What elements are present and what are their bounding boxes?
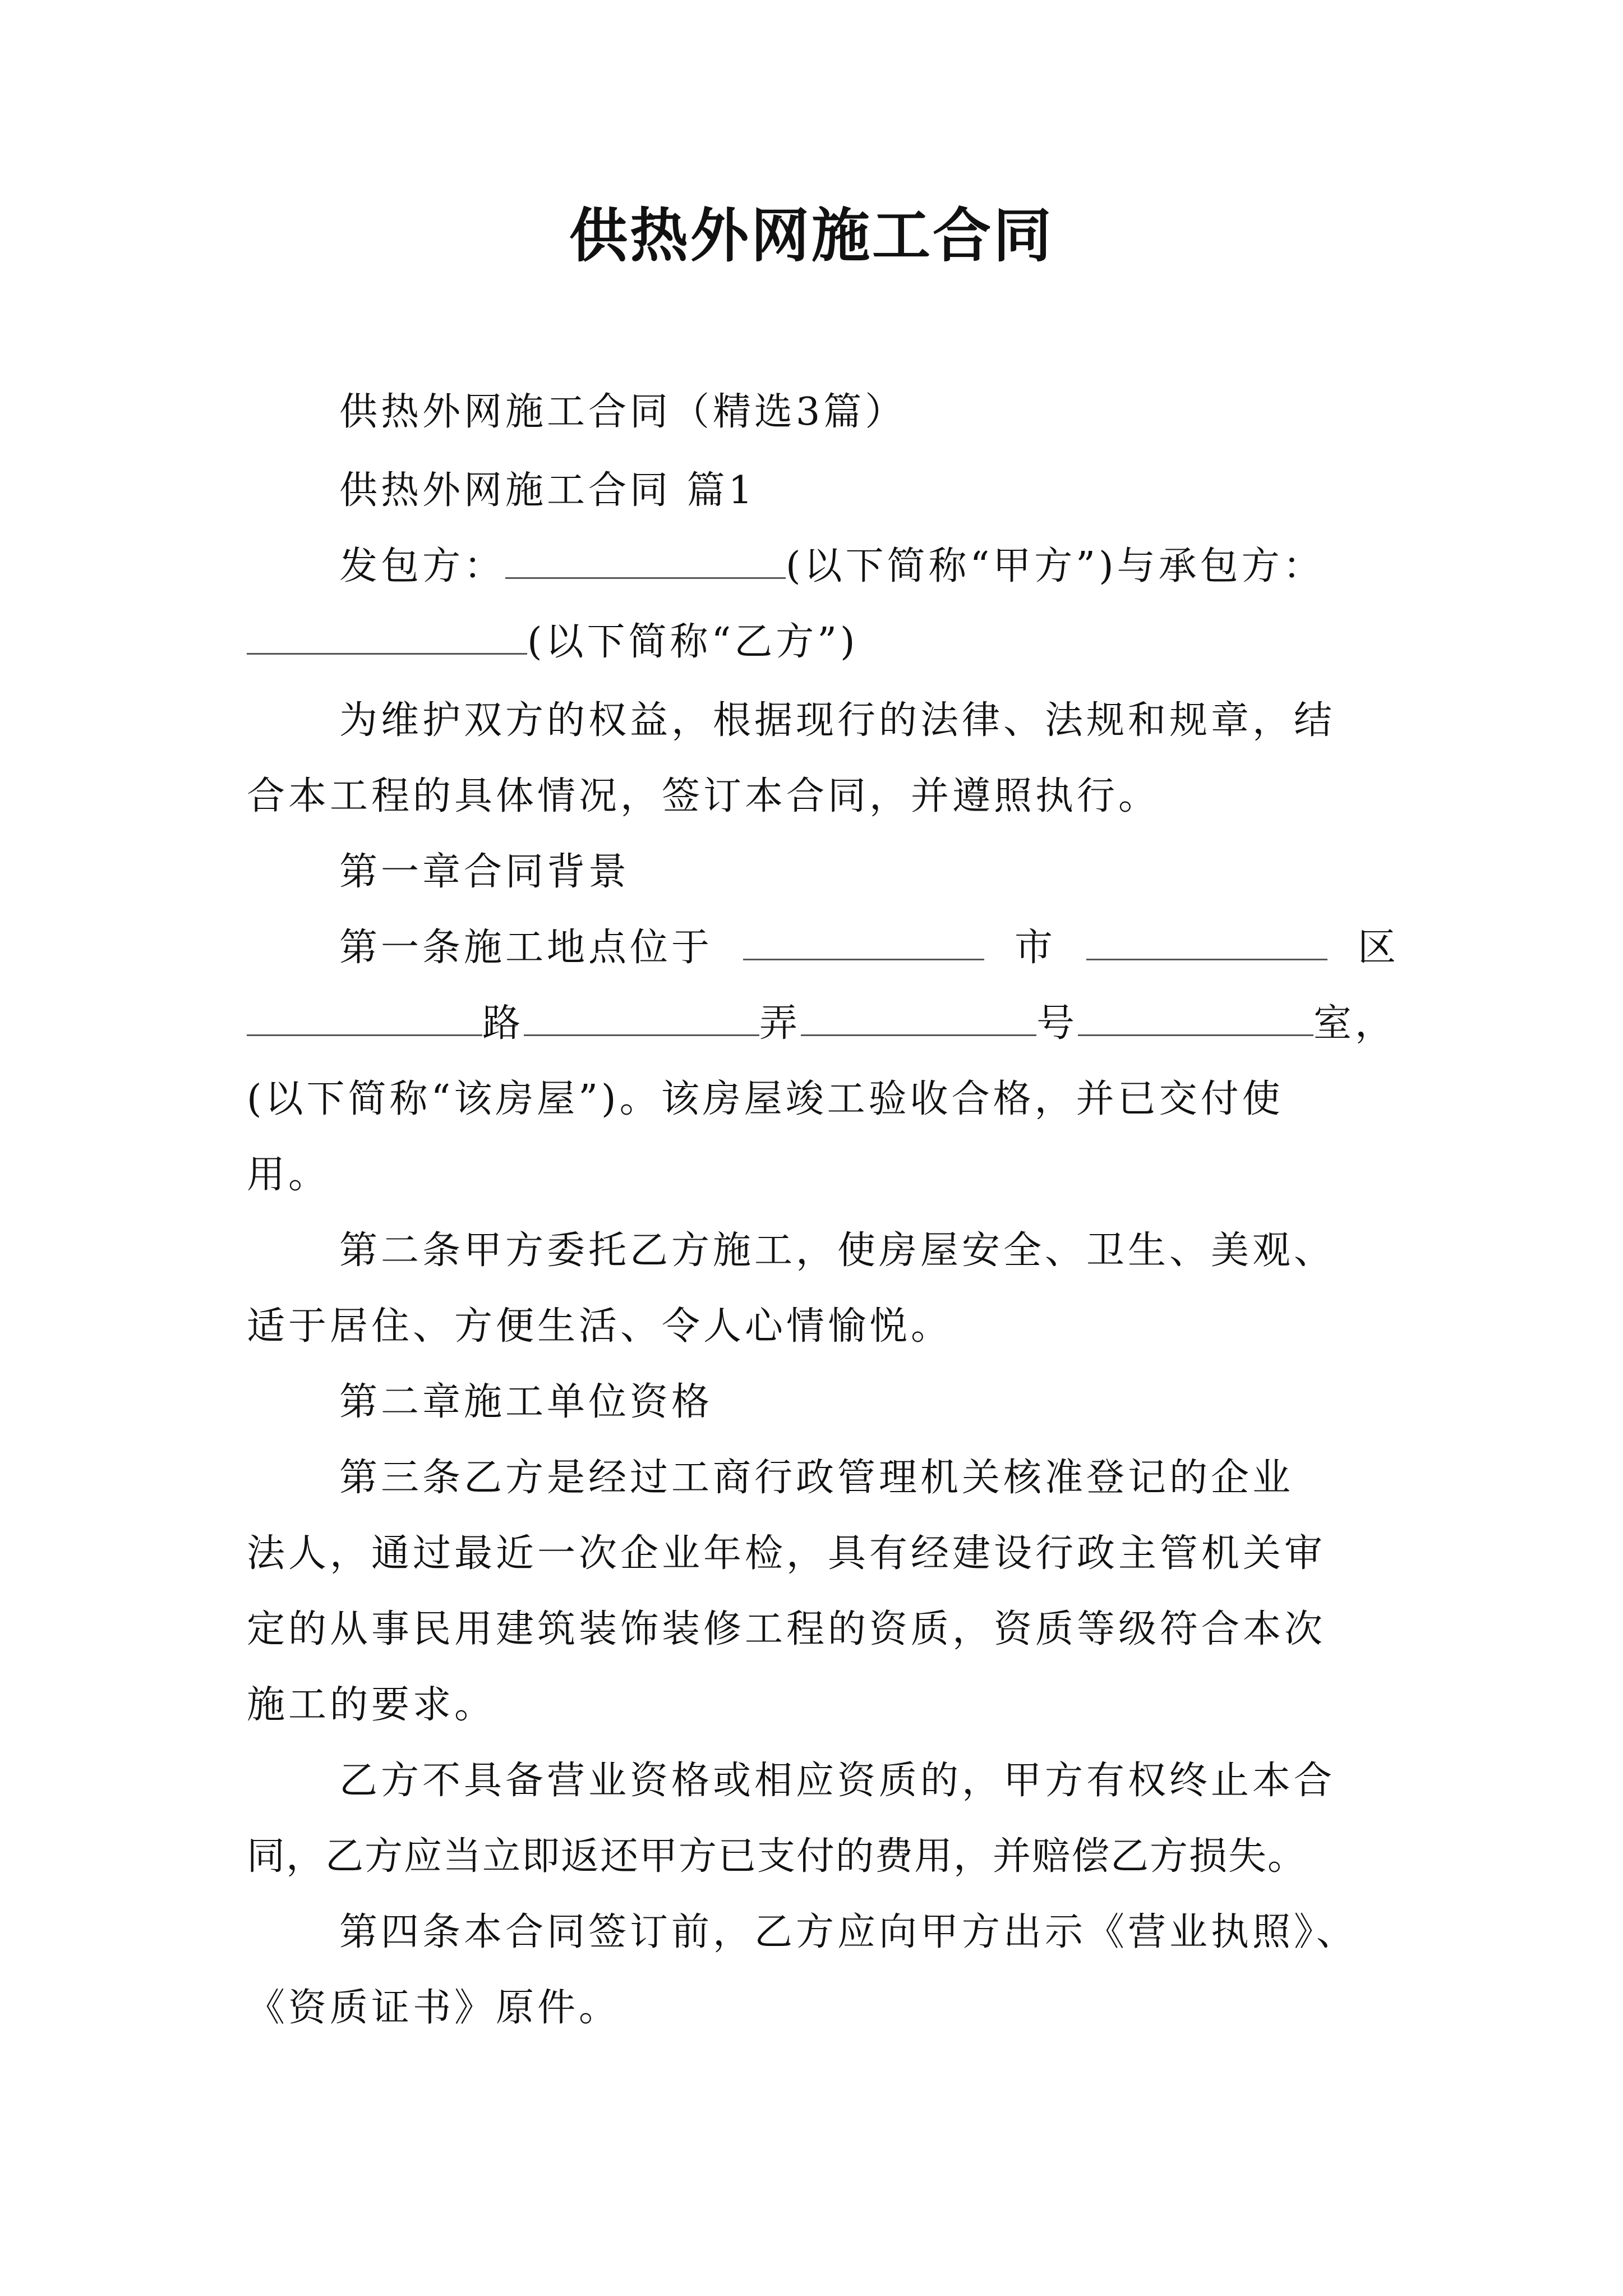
document-title: 供热外网施工合同 — [569, 201, 1054, 270]
chapter-2-heading: 第二章施工单位资格 — [339, 1380, 713, 1424]
article-2-line-2: 适于居住、方便生活、令人心情愉悦。 — [247, 1304, 953, 1349]
city-blank — [743, 925, 984, 960]
parties-line-2 — [247, 617, 1396, 668]
qualification-para-line-1: 乙方不具备营业资格或相应资质的，甲方有权终止本合 — [339, 1759, 1336, 1803]
parties-line-1 — [339, 541, 1399, 592]
article-1-line-4: 用。 — [247, 1153, 330, 1197]
number-label: 号 — [1036, 1001, 1078, 1046]
chapter-1-heading: 第一章合同背景 — [339, 850, 630, 894]
article-1-prefix: 第一条施工地点位于 — [339, 926, 713, 970]
parties-prefix: 发包方： — [339, 544, 506, 588]
article-4-line-2: 《资质证书》原件。 — [247, 1986, 621, 2030]
section-heading: 供热外网施工合同 篇1 — [339, 468, 756, 513]
article-1-line-2 — [247, 999, 1396, 1049]
article-1-line-3: (以下简称“该房屋”)。该房屋竣工验收合格，并已交付使 — [247, 1077, 1284, 1121]
district-label: 区 — [1357, 926, 1399, 970]
room-label: 室， — [1313, 1001, 1396, 1046]
article-3-line-1: 第三条乙方是经过工商行政管理机关核准登记的企业 — [339, 1456, 1294, 1500]
city-label: 市 — [1014, 926, 1056, 970]
party-b-blank — [247, 619, 527, 655]
road-blank — [247, 1001, 482, 1036]
intro-line-2: 合本工程的具体情况，签订本合同，并遵照执行。 — [247, 774, 1160, 818]
lane-label: 弄 — [759, 1001, 801, 1046]
parties-mid: (以下简称“甲方”)与承包方： — [786, 544, 1325, 588]
number-blank — [801, 1001, 1036, 1036]
article-1-line-1 — [339, 923, 1399, 973]
road-label: 路 — [482, 1001, 524, 1046]
room-blank — [1078, 1001, 1313, 1036]
intro-line-1: 为维护双方的权益，根据现行的法律、法规和规章，结 — [339, 698, 1336, 743]
article-3-line-4: 施工的要求。 — [247, 1683, 496, 1727]
lane-blank — [524, 1001, 759, 1036]
parties-suffix: (以下简称“乙方”) — [527, 620, 859, 664]
district-blank — [1086, 925, 1327, 960]
article-2-line-1: 第二条甲方委托乙方施工，使房屋安全、卫生、美观、 — [339, 1228, 1336, 1273]
article-3-line-3: 定的从事民用建筑装饰装修工程的资质，资质等级符合本次 — [247, 1607, 1326, 1651]
party-a-blank — [505, 544, 786, 579]
qualification-para-line-2: 同，乙方应当立即返还甲方已支付的费用，并赔偿乙方损失。 — [247, 1834, 1307, 1879]
document-subtitle: 供热外网施工合同（精选3篇） — [339, 390, 907, 434]
article-3-line-2: 法人，通过最近一次企业年检，具有经建设行政主管机关审 — [247, 1531, 1326, 1576]
article-4-line-1: 第四条本合同签订前，乙方应向甲方出示《营业执照》、 — [339, 1910, 1358, 1954]
